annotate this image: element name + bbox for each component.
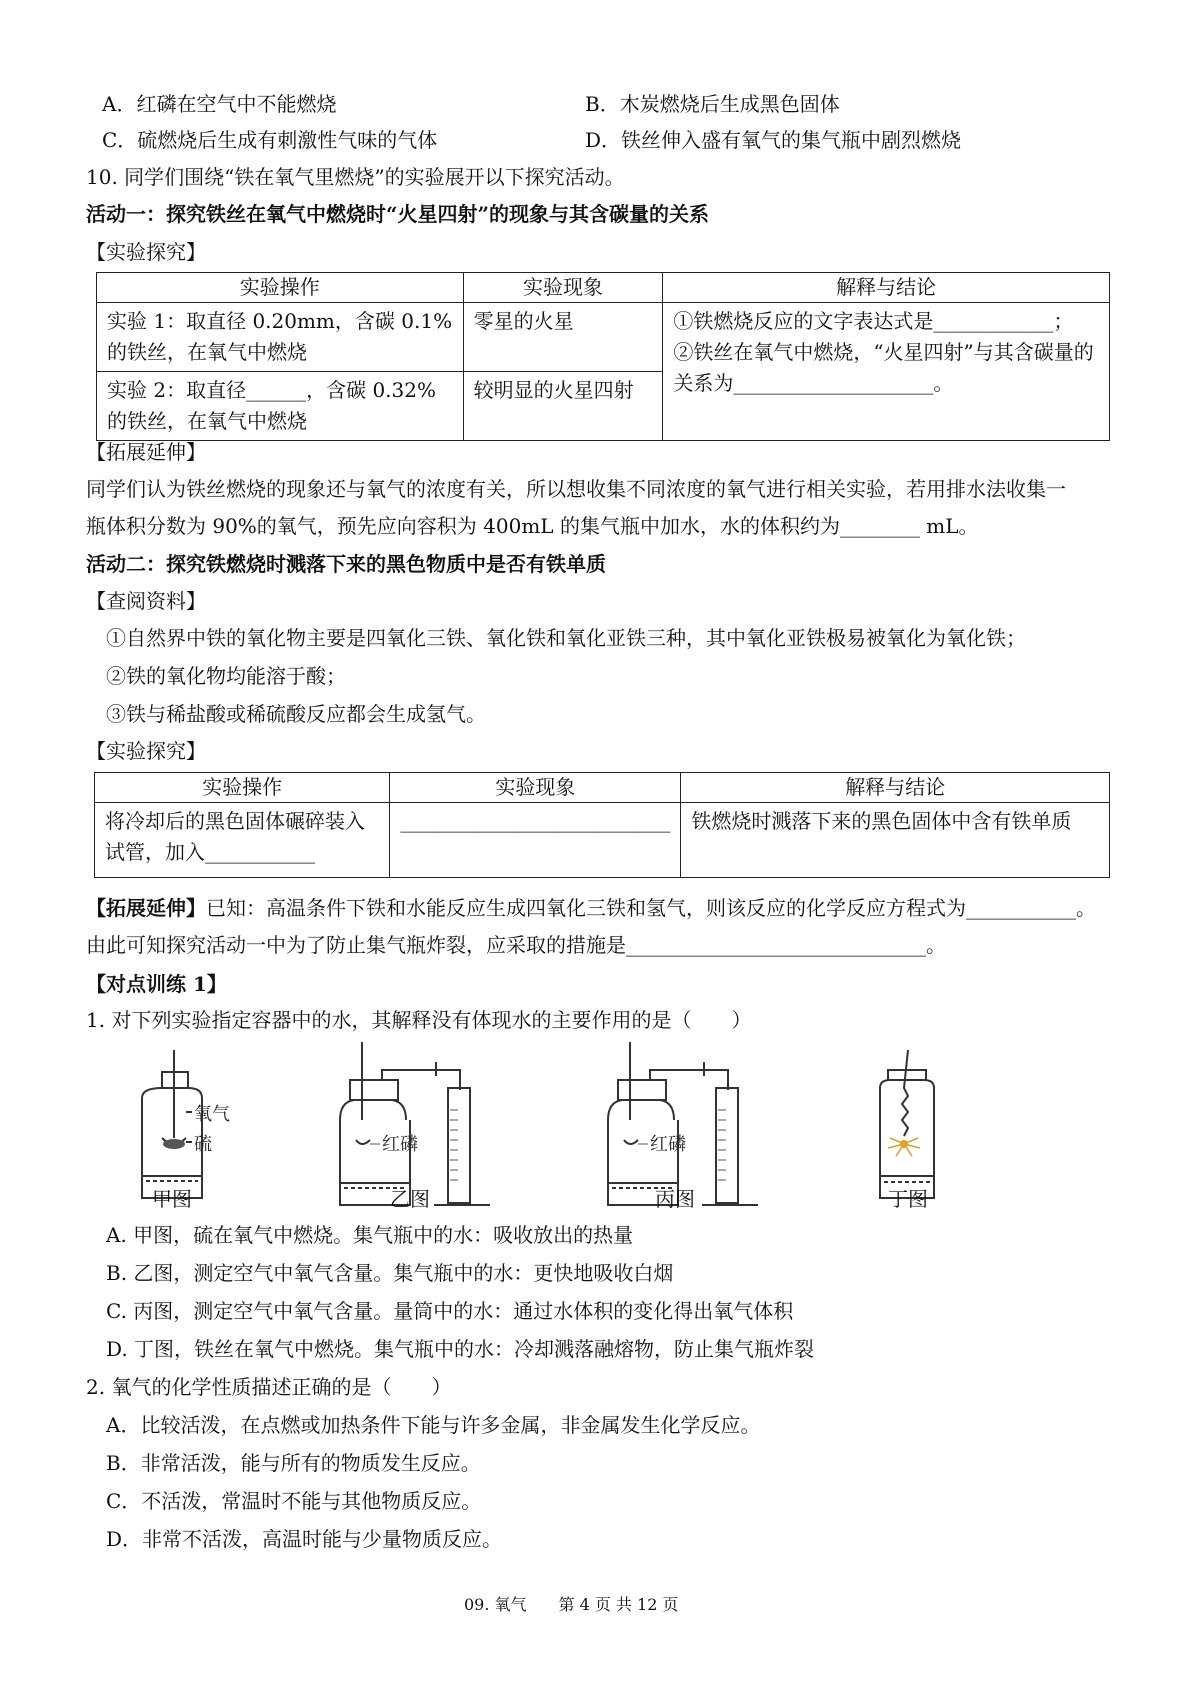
training-title: 【对点训练 1】 bbox=[86, 972, 227, 996]
t1-conclusion-2: ②铁丝在氧气中燃烧，“火星四射”与其含碳量的关系为____________________。 bbox=[673, 340, 1094, 395]
t1-option-c: C. 丙图，测定空气中氧气含量。量筒中的水：通过水体积的变化得出氧气体积 bbox=[106, 1299, 794, 1323]
t1-r2-op: 实验 2：取直径______，含碳 0.32%的铁丝，在氧气中燃烧 bbox=[97, 372, 464, 441]
t2-option-a: A．比较活泼，在点燃或加热条件下能与许多金属，非金属发生化学反应。 bbox=[106, 1413, 761, 1437]
extend2-label: 【拓展延伸】 bbox=[86, 896, 206, 920]
t1-option-a: A. 甲图，硫在氧气中燃烧。集气瓶中的水：吸收放出的热量 bbox=[106, 1223, 634, 1247]
t2-option-d: D．非常不活泼，高温时能与少量物质反应。 bbox=[106, 1527, 503, 1551]
t2-phenomenon: ___________________________ bbox=[390, 803, 681, 878]
label-sulfur: 硫 bbox=[194, 1134, 212, 1155]
caption-yi: 乙图 bbox=[390, 1187, 430, 1211]
extend-line-2: 瓶体积分数为 90%的氧气，预先应向容积为 400mL 的集气瓶中加水，水的体积约为________ mL。 bbox=[86, 514, 979, 538]
q9-option-d: D．铁丝伸入盛有氧气的集气瓶中剧烈燃烧 bbox=[585, 128, 962, 152]
activity1-title: 活动一：探究铁丝在氧气中燃烧时“火星四射”的现象与其含碳量的关系 bbox=[86, 202, 710, 226]
t2-question: 2. 氧气的化学性质描述正确的是（ ） bbox=[86, 1375, 452, 1399]
exp-heading-1: 【实验探究】 bbox=[86, 240, 206, 264]
extend-heading-1: 【拓展延伸】 bbox=[86, 440, 206, 464]
extend2-line-1 bbox=[86, 894, 1096, 922]
q9-option-c: C．硫燃烧后生成有刺激性气味的气体 bbox=[102, 128, 438, 152]
t2-header-op: 实验操作 bbox=[95, 773, 390, 803]
t1-conclusion-1: ①铁燃烧反应的文字表达式是____________； bbox=[673, 309, 1074, 333]
label-red-phosphorus-yi: 红磷 bbox=[382, 1134, 418, 1155]
experiment-table-1 bbox=[96, 272, 1110, 441]
caption-ding: 丁图 bbox=[888, 1187, 928, 1211]
label-oxygen: 氧气 bbox=[194, 1104, 230, 1125]
t1-header-op: 实验操作 bbox=[97, 273, 464, 303]
t1-header-phenomenon: 实验现象 bbox=[463, 273, 663, 303]
t1-option-b: B. 乙图，测定空气中氧气含量。集气瓶中的水：更快地吸收白烟 bbox=[106, 1261, 674, 1285]
q9-option-a: A．红磷在空气中不能燃烧 bbox=[102, 92, 337, 116]
t1-question: 1. 对下列实验指定容器中的水，其解释没有体现水的主要作用的是（ ） bbox=[86, 1008, 752, 1032]
extend2-text: 已知：高温条件下铁和水能反应生成四氧化三铁和氢气，则该反应的化学反应方程式为___________。 bbox=[206, 896, 1096, 920]
t1-r1-phenomenon: 零星的火星 bbox=[463, 303, 663, 372]
t2-header-phenomenon: 实验现象 bbox=[390, 773, 681, 803]
extend-line-1: 同学们认为铁丝燃烧的现象还与氧气的浓度有关，所以想收集不同浓度的氧气进行相关实验，若用排水法收集一 bbox=[86, 477, 1066, 501]
t1-r1-op: 实验 1：取直径 0.20mm，含碳 0.1%的铁丝，在氧气中燃烧 bbox=[97, 303, 464, 372]
t1-option-d: D. 丁图，铁丝在氧气中燃烧。集气瓶中的水：冷却溅落融熔物，防止集气瓶炸裂 bbox=[106, 1337, 815, 1361]
t2-header-conclusion: 解释与结论 bbox=[681, 773, 1110, 803]
t2-conclusion: 铁燃烧时溅落下来的黑色固体中含有铁单质 bbox=[681, 803, 1110, 878]
t1-r2-phenomenon: 较明显的火星四射 bbox=[463, 372, 663, 441]
label-red-phosphorus-bing: 红磷 bbox=[650, 1134, 686, 1155]
lookup-heading: 【查阅资料】 bbox=[86, 589, 206, 613]
q10-intro: 10. 同学们围绕“铁在氧气里燃烧”的实验展开以下探究活动。 bbox=[86, 165, 625, 189]
caption-bing: 丙图 bbox=[655, 1187, 695, 1211]
page-footer: 09. 氧气 第 4 页 共 12 页 bbox=[464, 1595, 679, 1614]
experiment-table-2 bbox=[94, 772, 1110, 878]
q9-option-b: B．木炭燃烧后生成黑色固体 bbox=[585, 92, 840, 116]
exp-heading-2: 【实验探究】 bbox=[86, 739, 206, 763]
t2-op: 将冷却后的黑色固体碾碎装入试管，加入___________ bbox=[95, 803, 390, 878]
t1-conclusion bbox=[663, 303, 1110, 441]
extend2-line-2: 由此可知探究活动一中为了防止集气瓶炸裂，应采取的措施是______________________________。 bbox=[86, 933, 946, 957]
lookup-item-2: ②铁的氧化物均能溶于酸； bbox=[106, 664, 346, 688]
t1-header-conclusion: 解释与结论 bbox=[663, 273, 1110, 303]
activity2-title: 活动二：探究铁燃烧时溅落下来的黑色物质中是否有铁单质 bbox=[86, 552, 606, 576]
caption-jia: 甲图 bbox=[152, 1187, 192, 1211]
t2-option-b: B．非常活泼，能与所有的物质发生反应。 bbox=[106, 1451, 481, 1475]
lookup-item-1: ①自然界中铁的氧化物主要是四氧化三铁、氧化铁和氧化亚铁三种，其中氧化亚铁极易被氧化为氧化铁； bbox=[106, 626, 1026, 650]
t2-option-c: C．不活泼，常温时不能与其他物质反应。 bbox=[106, 1489, 482, 1513]
lookup-item-3: ③铁与稀盐酸或稀硫酸反应都会生成氢气。 bbox=[106, 702, 486, 726]
